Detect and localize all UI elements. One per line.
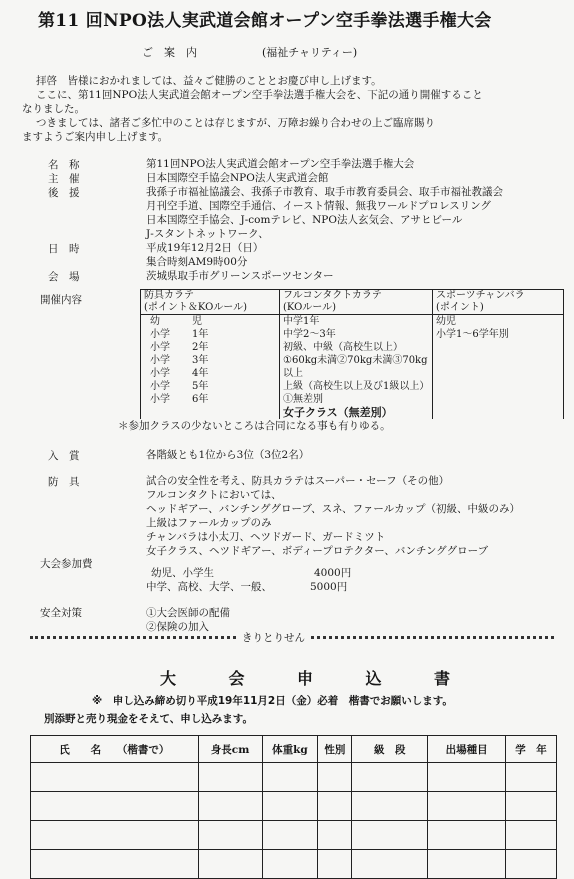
award-value: 各階級とも1位から3位（3位2名） [146,449,310,461]
armor-label: 防 具 [48,476,80,488]
venue-value: 茨城県取手市グリーンスポーツセンター [146,270,334,282]
form-entry-row[interactable] [31,850,557,879]
fee-amount: 5000円 [310,581,348,593]
intro-line: ますようご案内申し上げます。 [22,131,169,143]
support-label: 後 援 [48,187,80,199]
events-col-armor: 幼 児 小学 1年 小学 2年 小学 3年 小学 4年 小学 5年 小学 6年 [141,315,280,420]
date-line: 平成19年12月2日（日） [146,242,264,254]
application-form-table [30,735,557,879]
armor-line: チャンバラは小太刀、ヘツドガード、ガードミツト [146,531,386,543]
cut-line-label: きりとりせん [236,630,311,645]
support-line: J-スタントネットワーク、 [146,228,269,240]
fee-who: 中学、高校、大学、一般、 [146,581,272,593]
host-label: 主 催 [48,173,80,185]
form-deadline: ※ 申し込み締め切り平成19年11月2日（金）必着 楷書でお願いします。 [92,695,453,707]
support-line: 我孫子市福祉協議会、我孫子市教育、取手市教育委員会、取手市福祉教議会 [146,186,503,198]
form-col-height: 身長cm [198,736,262,763]
form-col-sex: 性別 [318,736,352,763]
fee-label: 大会参加費 [40,558,93,570]
date-line: 集合時刻AM9時00分 [146,256,248,268]
events-header-cell: フルコンタクトカラテ (KOルール) [280,290,433,315]
events-col-chanbara: 幼児 小学1～6学年別 [433,315,564,420]
events-col-fullcontact: 中学1年 中学2～3年 初級、中級（高校生以上） ①60kg未満②70kg未満③70kg以上 上級（高校生以上及び1級以上） ①無差別 女子クラス（無差別） [280,315,433,420]
charity-note: (福祉チャリティー) [262,46,358,59]
form-instruction: 別添野と売り現金をそえて、申し込みます。 [44,713,253,725]
events-header-cell: スポーツチャンバラ (ポイント) [433,290,564,315]
intro-line: なりました。 [22,103,85,115]
name-value: 第11回NPO法人実武道会館オープン空手拳法選手権大会 [146,158,415,170]
support-line: 月刊空手道、国際空手通信、イースト情報、無我ワールドプロレスリング [146,200,491,212]
fee-amount: 4000円 [314,567,352,579]
form-entry-row[interactable] [31,763,557,792]
form-entry-row[interactable] [31,792,557,821]
armor-line: ヘッドギアー、バンチンググローブ、スネ、ファールカップ（初級、中級のみ） [146,503,521,515]
events-label: 開催内容 [40,294,82,306]
date-label: 日 時 [48,243,80,255]
fee-who: 幼児、小学生 [151,567,214,579]
safety-line: ②保険の加入 [146,621,209,633]
safety-line: ①大会医師の配備 [146,607,230,619]
form-header-row [31,736,557,763]
events-table [140,289,564,419]
armor-line: フルコンタクトにおいては、 [146,489,282,501]
host-value: 日本国際空手協会NPO法人実武道会館 [146,172,329,184]
form-col-name: 氏 名 （楷書で） [31,736,199,763]
events-header-cell: 防具カラテ (ポイント＆KOルール) [141,290,280,315]
events-header-row [141,290,564,315]
form-col-weight: 体重kg [262,736,318,763]
form-col-rank: 級 段 [352,736,428,763]
page-title: 第11 回NPO法人実武道会館オープン空手拳法選手権大会 [38,11,492,31]
events-note: ＊参加クラスの少ないところは合同になる事も有りゆる。 [118,420,391,432]
intro-line: ここに、第11回NPO法人実武道会館オープン空手拳法選手権大会を、下記の通り開催すること [36,89,483,101]
armor-line: 女子クラス、ヘツドギアー、ボディープロテクター、バンチンググローブ [146,545,489,557]
venue-label: 会 場 [48,271,80,283]
armor-line: 上級はファールカップのみ [146,517,272,529]
form-entry-row[interactable] [31,821,557,850]
guide-heading: ご 案 内 [142,46,197,59]
support-line: 日本国際空手協会、J-comテレビ、NPO法人玄気会、アサヒビール [146,214,463,226]
form-col-grade: 学 年 [506,736,557,763]
name-label: 名 称 [48,159,80,171]
form-col-event: 出場種目 [428,736,506,763]
intro-line: つきましては、諸者ご多忙中のことは存じますが、万障お繰り合わせの上ご臨席賜り [36,117,435,129]
safety-label: 安全対策 [40,607,82,619]
form-title: 大 会 申 込 書 [160,669,450,688]
events-body-row [141,315,564,420]
award-label: 入 賞 [48,450,80,462]
armor-line: 試合の安全性を考え、防具カラテはスーパー・セーフ（その他） [146,475,450,487]
intro-line: 拝啓 皆様におかれましては、益々ご健勝のこととお慶び申し上げます。 [36,75,382,87]
